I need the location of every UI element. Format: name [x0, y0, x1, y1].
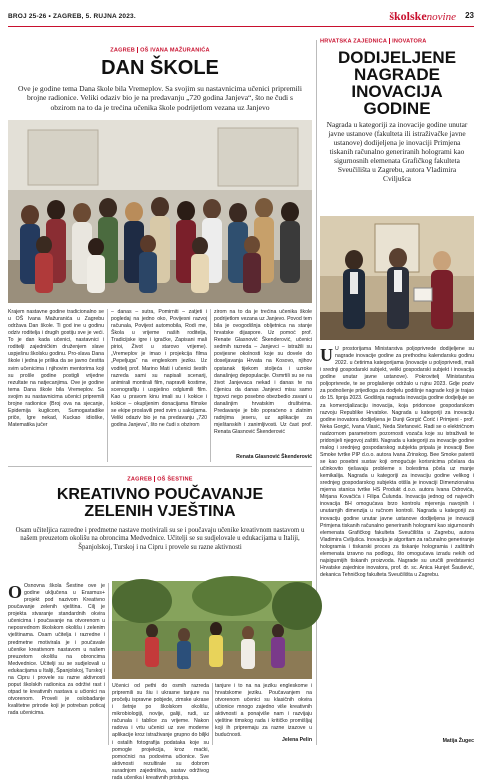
- award-photo: [320, 216, 474, 340]
- article1-kicker: ZAGREB OŠ IVANA MAŽURANIĆA: [110, 47, 210, 54]
- article1-signature: Renata Glasnović Škenderović: [236, 454, 312, 460]
- article3-column-2: Učenici od pethi do osmih razreda pripremili su šiu i ukrasne tanjure na pročelju ispravne pobjede, zimske ukrase i šetnje po školskom okolišu, mikrobiologiji, novije, galiji, rudi, uz računala i tablice za vrijeme. Nakon radova i vrtu učenici uz sve moderne aplikacije kroz istraživanje grupno do biljki i ostalih fotografija podataka koje su pomogle projekcija, kroz maćki, pomoćnici na podovima učionice. Sve aktivnosti rezultirale su dobrom suradnjom zajedništva, sastav održivog rada učenika i kreativnih pristupa.: [112, 683, 209, 781]
- dropcap: U: [320, 345, 333, 365]
- article1-lead: Ove je godine tema Dana škole bila Vremeplov. Sa svojim su nastavnicima učenici pripremili brojne radionice. Veliki odaziv bio je na predavanju „720 godina Janjeva“, što ne čudi s obzirom na to da je trećina učenika škole podrijetlom vezana uz Janjevo: [17, 84, 303, 112]
- article-divider: [8, 466, 312, 467]
- group-photo: [8, 120, 312, 303]
- column-divider: [212, 683, 213, 745]
- dropcap: O: [8, 582, 23, 602]
- article3-signature: Jelena Pelin: [282, 737, 312, 743]
- article2-kicker: HRVATSKA ZAJEDNICA INOVATORA: [320, 38, 427, 45]
- article2-signature: Matija Žugec: [442, 738, 474, 744]
- article2-body: U U prostorijama Ministarstva poljoprivrede dodijeljene su nagrade inovacije godine za prethodnu kalendarsku godinu 2022. u četirima kategorijama (inovacije u poljoprivredi, mali i srednji gospodarski subjekt, veliki gospodarski subjekt i inovacija godine unutar javne ustanove). Pokrovitelj Ministarstva poljoprivrede, te se proglašenje održalo u rujnu 2023. Gdje poziv za podnošenje prijedloga za dodjelu godišnje nagrade koji je trajao do 15. lipnja 2023. Godišnja nagrada inovacija godine dodjeljuje se za komercijalizaciju inovacija, koja pridonose gospodarskom razvoju Republike Hrvatske. Nagrada u kategoriji za inovaciju godine inovatora dodijeljena je Dunji Gorgić Čorić i Primjeni - prof. Neka Gorgić, Ivana Vlasić, Neda Stefanović. Radi se o električnom nadzornom parametrom pozornosti vozača koje su istraživali te pridonijeli njegovoj zaštiti. Nagrada u kategoriji za inovacije godine malog i srednjeg gospodarskog subjekta pripala je inovaciji Bee Smoke tvrtke PIP d.o.o. autora Ivana Zrinskog. Bee Smoke patenti se kao posebni sustav koji omogućuje korisnicima pčelara da učinkovito rješavaju probleme s bolestima pčela uz manje kemikalija. Nagrada u kategoriji za inovaciju godine velikog i srednjeg gospodarskog subjekta otišla je inovaciji Dimenzionalna mjerna stanica tvrtke HS Produkt d.o.o. autora Ivana Odrovića, Mirjana Kovačića i Filipa Čulunda. Inovacija jednog od najvećih inovacija BH omogućava brzo kontrolu mjerenja navojnih i unutarnjih dimenzija u ručnom kontroli. Nagrada u kategoriji za inovaciju godine unutar javne ustanove dodijeljena je inovaciji Primjena tiskanih računalno generiranih hologrami kao sigurnosnih elemenata Grafičkog fakulteta Sveučilišta u Zagrebu, autora Vladimira Cviljušca. Inovacija je algoritam za računalno generiranje hologramia i tiskarski proces za tiskanje hologramia i zaštitnih elemenata izravno na podlogu, što omogućava izradu nekih od najsigurnijih tiskanih proizvoda. Nagrade su uručili predstavnici Hrvatske zajednice inovatora, prof. dr. sc. Anica Hunjet Šaušević, dekanica Tehničkog fakulteta Sveučilišta u Zagrebu.: [320, 345, 474, 578]
- column-divider: [108, 583, 109, 745]
- article3-lead: Osam učiteljica razredne i predmetne nastave motivirali su se i poučavaju učenike kreativnom nastavom u našem preuzetom okolišu na obroncima Medvednice. Učitelji se su sudjelovale u edukacijama u Italiji, Španjolskoj, Turskoj i na Cipru i provele su razne aktivnosti: [15, 527, 305, 551]
- issue-date: BROJ 25-26 • ZAGREB, 5. RUJNA 2023.: [8, 13, 136, 20]
- page-number: 23: [465, 11, 474, 20]
- article1-column-3: zirom na to da je trećina učenika škole podrijetlom vezana uz Janjevo. Povod tem bila je ovogodišnja obljetnica na stanje hrvatske dijaspore. Uz pomoć prof. Renate Glasnović Škenderović, učenici sedmih razreda – Janjevci – istražili su povijesne okolnosti koje su dovele do doseljavanja Hrvata na Kosovo, njihov opstanak tijekom stoljeća i uzroke današnjeg depopulacije. Osmrtili su se na život Janjevaca nekad i danas te na čijenicu da danas Janjevci misu samo trgovci nego posebno obezbedio zavani u današnjim hrvatskim društvima. Predavanje je bilo popraćeno s zlatnim radnjima jeseru, uz aplikacije za mještanskih i zanimljivosti. Uz čast prof. Renata Glasnović Škenderović: [214, 309, 312, 436]
- article2-title: DODIJELJENE NAGRADE INOVACIJA GODINE: [337, 48, 457, 118]
- article3-column-3: tanjure i to na na jeziku engleskome i hrvatskome jeziku. Poučavanjem na otvorenom učenici su klasičnih okvira učionice mnogo zajedno više kreativnih aktivnosti a ponajviše nam i razvijaju vještine timskog rada i kritičko promišljaj koji ih pripremaju za razne izazove u budućnosti.: [215, 683, 312, 739]
- article1-column-2: – danas – sutra, Pomirniti – zatjeti i pogledaj na jedno oko, Povijesni razvoj računala, Povijest automobila, Rodi me, Škola u vrijeme naših roditelja, Tradicijske igre i igračke, Zapisani mali pirioi, Život u starovo vrijeme). „Vremeplov je imao i projekcija filma „Pepeljuga“ na engleskom jeziku. Uz voditelj prof. Marino Mati i učenici šestih razreda sami su napisali scenarij, animirali montirali film, napravili kostime, scenografiju i uspješno odglumili film. Kao u pravom kinu imali su i kokice i kokice – okupljenim donacijama filmske se ekipe proslavili pred svim u sakcijama. Veliki odaziv bio je na predavanju „720 godina Janjeva“, što ne čudi s obzirom: [111, 309, 207, 428]
- article1-title: DAN ŠKOLE: [101, 57, 219, 79]
- page-column-divider: [316, 40, 317, 745]
- article3-title: KREATIVNO POUČAVANJE ZELENIH VJEŠTINA: [56, 486, 264, 520]
- column-divider: [210, 309, 211, 462]
- column-divider: [107, 309, 108, 462]
- newspaper-logo: školskenovine: [389, 9, 456, 23]
- article3-kicker: ZAGREB OŠ ŠESTINE: [127, 476, 193, 483]
- article1-column-1: Krajem nastavne godine tradicionalno se u OŠ Ivana Mažuranića u Zagrebu održava Dan škole. Ti god ine u godinu odziv roditelja i drugih gostiju sve je veći. To je dan kada učenici, nastavnici i roditelji zajedničkim druženjem slave uspješnu školsku godinu. Pro-slava Dana škole i jedna je prilika da se javno čestita svim učenicima i njihovim mentorima koji su prošle godine postigli vrijedne rezultate na natjecanjima. Ove je godine tema Dana škole bila Vremeplov. Sa svojim su nastavnicima učenici pripremili brojne radionice (Broj ova na sjecanje, Epidemija kuglicom, Sumogastadike priče, Igre nekad, Kuckao idioške, Matematika jučer: [8, 309, 104, 428]
- outdoor-class-photo: [112, 581, 312, 679]
- article2-lead: Nagrada u kategoriji za inovacije godine unutar javne ustanove (fakulteta ili istraživačke javne ustanove) dodijeljena je inovaciji Primjena tiskanih računalno generiranih hologrami kao sigurnosnih elemenata Grafičkog fakulteta Sveučilišta u Zagrebu, autora Vladimira Cviljušca: [326, 120, 468, 184]
- header-rule: [8, 26, 474, 27]
- article3-column-1: O Osnovna škola Šestine ove je godine uključena u Erasmus+ projekt pod nazivom Kreativno poučavanje zelenih vještina. Cilj je projekta stvaranje standardnih okvira učenicima i poučavanje na otvorenom u neposrednom školskom okolišu i zelenim vještinama. Osam učitelja i razredne i predmetne motivirala je i poučavale učenike kreativnom nastavom u našem preuzetom okolišu na obroncima Medvednice. Učitelji su se sudjelovali u edukacijama u Italiji, Španjolskoj, Turskoj i na Cipru i provele su razne aktivnosti poput školskih radionica za održivi rast i otpad te kreativnih nastava u učionici na otvorenom. Proveli je oslobađanje kvalitetne prirode koji je potreban poticaj rada učenicima.: [8, 582, 105, 717]
